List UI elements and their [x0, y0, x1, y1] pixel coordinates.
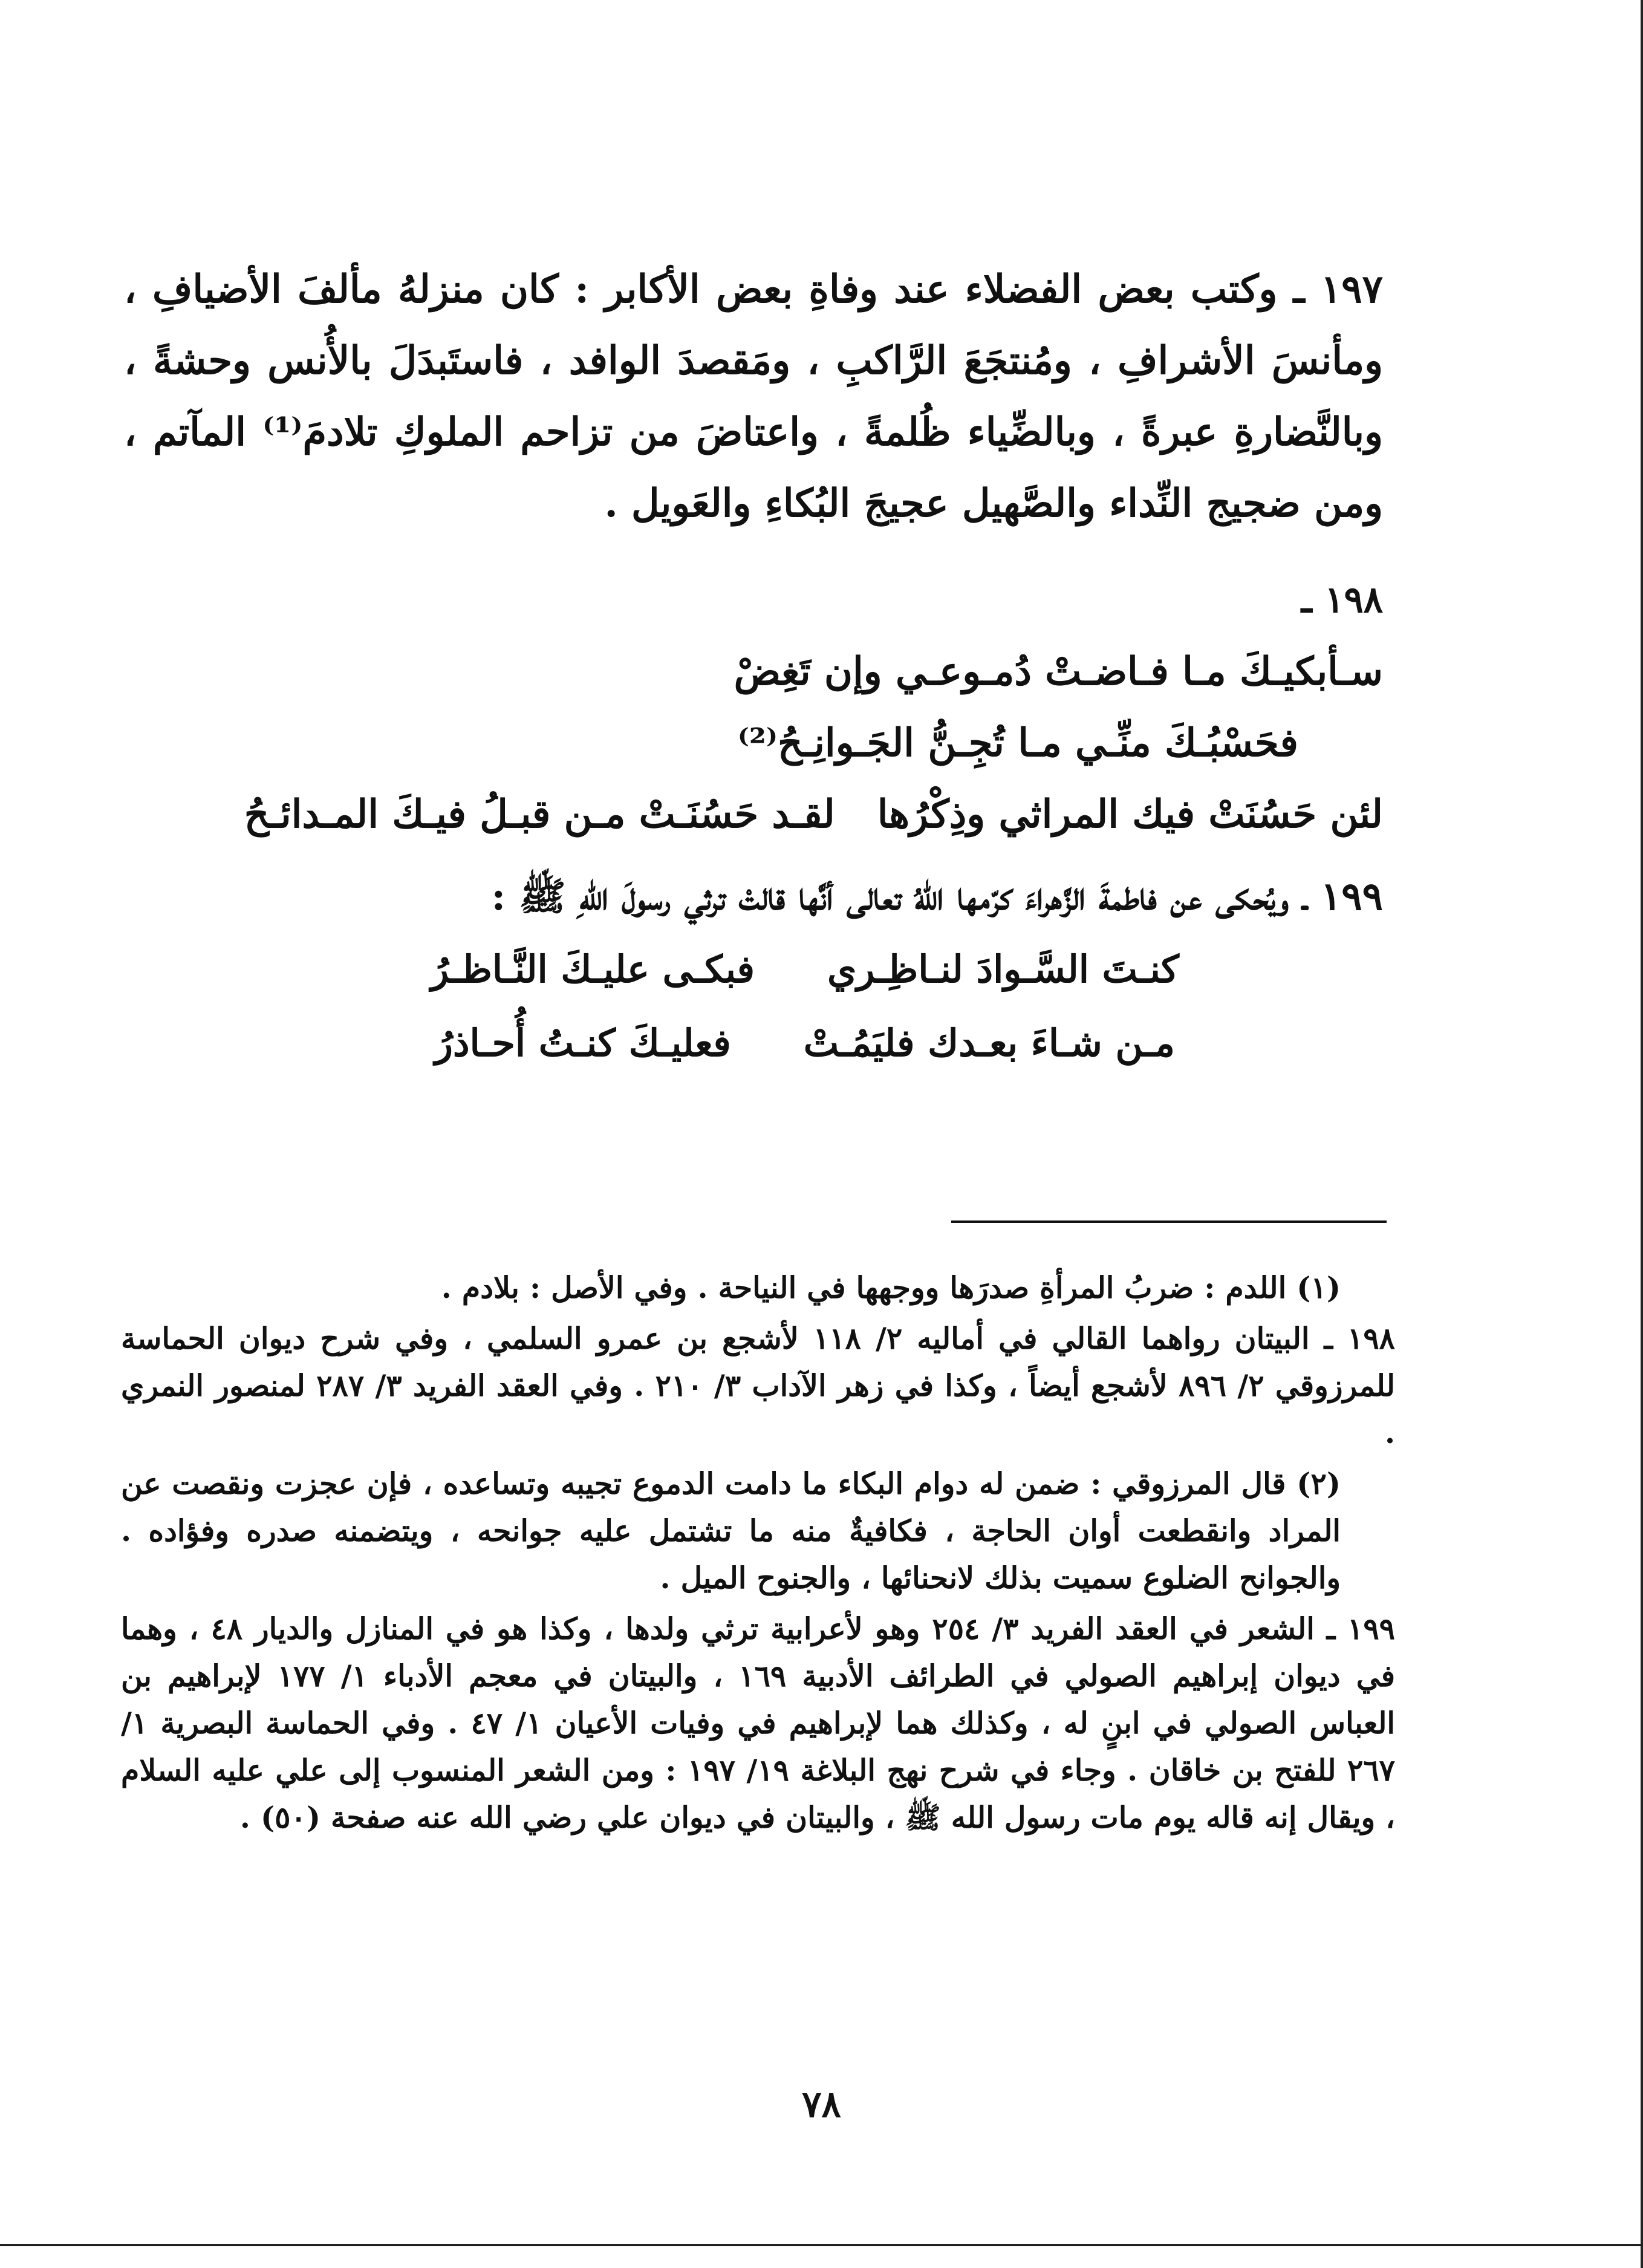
page-number: ٧٨: [802, 2084, 841, 2126]
verse-4-second-hemistich: فبكـى عليـكَ النَّـاظـرُ: [431, 947, 755, 991]
verse-5-second-hemistich: فعليـكَ كنـتُ أُحـاذرُ: [435, 1021, 731, 1065]
footnote-2: (٢) قال المرزوقي : ضمن له دوام البكاء ما دامت الدموع تجيبه وتساعده ، فإن عجزت ونقصت عن المراد وانقطعت أوان الحاجة ، فكافيةٌ منه ما تشتمل عليه جوانحه ، ويتضمنه صدره وفؤاده . والجوانح الضلوع سميت بذلك لانحنائها ، والجنوح الميل .: [121, 1466, 1341, 1595]
verse-3-first-hemistich: لئن حَسُنَتْ فيك المراثي وذِكْرُها: [877, 792, 1383, 837]
verse-couplet-3: [124, 779, 1383, 850]
paragraph-199: ١٩٩ ـ ويُحكى عن فاطمةَ الزَّهراءَ كرّمها اللهُ تعالى أنَّها قالتْ ترثي رسولَ اللهِ ﷺ :: [491, 874, 1383, 919]
paragraph-197: ١٩٧ ـ وكتب بعض الفضلاء عند وفاةِ بعض الأكابر : كان منزلهُ مألفَ الأضيافِ ، ومأنسَ الأشرافِ ، ومُنتجَعَ الرَّاكبِ ، ومَقصدَ الوافد ، فاستَبدَلَ بالأُنس وحشةً ، وبالنَّضارةِ عبرةً ، وبالضِّياء ظُلمةً ، واعتاضَ من تزاحم الملوكِ تلادمَ⁽¹⁾ المآتم ، ومن ضجيج النِّداء والصَّهيل عجيجَ البُكاءِ والعَويل .: [124, 267, 1384, 526]
verse-5-first-hemistich: مـن شـاءَ بعـدك فليَمُـتْ: [803, 1021, 1176, 1065]
scan-right-border: [1641, 0, 1643, 2268]
verse-4-first-hemistich: كنـتَ السَّـوادَ لنـاظِـري: [827, 947, 1179, 991]
verse-couplet-5: [305, 1006, 1304, 1080]
verse-line-2: فحَسْبُـكَ منِّـي مـا تُجِـنُّ الجَـوانِـحُ⁽²⁾: [737, 720, 1298, 766]
footnote-198: ١٩٨ ـ البيتان رواهما القالي في أماليه ٢/ ١١٨ لأشجع بن عمرو السلمي ، وفي شرح ديوان الحماسة للمرزوقي ٢/ ٨٩٦ لأشجع أيضاً ، وكذا في زهر الآداب ٣/ ٢١٠ . وفي العقد الفريد ٣/ ٢٨٧ لمنصور النمري .: [121, 1321, 1396, 1450]
entry-number-198: ١٩٨ ـ: [1301, 579, 1383, 621]
footnote-separator: [951, 1220, 1387, 1223]
footnotes: [121, 1264, 1395, 1845]
main-text: [124, 254, 1383, 1080]
verse-line-1: سـأبكيـكَ مـا فـاضـتْ دُمـوعـي وإن تَغِضْ: [734, 649, 1383, 694]
verse-3-second-hemistich: لقـد حَسُنَـتْ مـن قبـلُ فيـكَ المـدائـحُ: [244, 792, 835, 837]
footnote-199: ١٩٩ ـ الشعر في العقد الفريد ٣/ ٢٥٤ وهو لأعرابية ترثي ولدها ، وكذا هو في المنازل والديار ٤٨ ، وهما في ديوان إبراهيم الصولي في الطرائف الأدبية ١٦٩ ، والبيتان في معجم الأدباء ١/ ١٧٧ لإبراهيم بن العباس الصولي في ابنٍ له ، وكذلك هما لإبراهيم في وفيات الأعيان ١/ ٤٧ . وفي الحماسة البصرية ١/ ٢٦٧ للفتح بن خاقان . وجاء في شرح نهج البلاغة ١٩/ ١٩٧ : ومن الشعر المنسوب إلى علي عليه السلام ، ويقال إنه قاله يوم مات رسول الله ﷺ ، والبيتان في ديوان علي رضي الله عنه صفحة (٥٠) .: [121, 1611, 1395, 1835]
verse-couplet-4: [305, 933, 1304, 1006]
scan-bottom-border: [0, 2244, 1643, 2246]
footnote-1: (١) اللدم : ضربُ المرأةِ صدرَها ووجهها في النياحة . وفي الأصل : بلادم .: [441, 1270, 1341, 1305]
